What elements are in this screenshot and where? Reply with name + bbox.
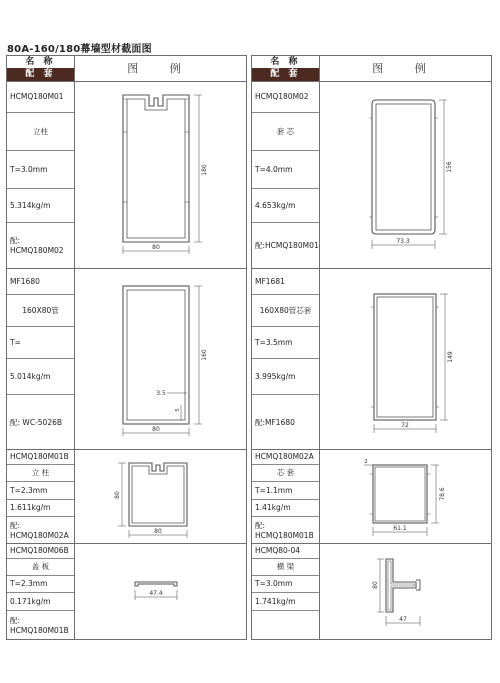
cover-plate-section-drawing (75, 544, 246, 640)
page-title: 80A-160/180幕墙型材截面图 (7, 44, 152, 55)
profile-name: HCMQ80-04 (252, 544, 319, 559)
transom-section-drawing (320, 544, 491, 640)
section-figure (320, 544, 491, 639)
profile-match: 配: HCMQ180M01B (255, 520, 314, 540)
width-dimension: 47 (399, 616, 407, 623)
header-figure: 图 例 (74, 56, 247, 81)
header-name: 名 称 (252, 56, 319, 69)
section-figure (320, 269, 491, 449)
profile-match: 配:HCMQ180M01 (255, 241, 319, 250)
mullion-section-drawing (75, 82, 246, 269)
profile-name: HCMQ180M01 (7, 82, 74, 113)
profile-type: 立柱 (7, 113, 74, 151)
profile-block-hcmq180m01 (6, 82, 247, 269)
profile-match: 配: WC-5026B (10, 417, 63, 427)
profile-thickness: T=4.0mm (252, 151, 319, 189)
width-dimension: 73.3 (396, 238, 410, 245)
width-dimension: 80 (152, 244, 160, 251)
profile-thickness: T= (7, 327, 74, 359)
section-figure (75, 450, 246, 543)
profile-thickness: T=1.1mm (252, 482, 319, 500)
profile-thickness: T=2.3mm (7, 482, 74, 500)
header-name: 名 称 (7, 56, 74, 69)
width-dimension: 47.4 (149, 590, 163, 597)
profile-block-mf1680 (6, 269, 247, 450)
attribute-column (252, 269, 320, 449)
profile-match: 配: HCMQ180M02A (10, 520, 69, 540)
left-column (6, 55, 247, 640)
lip-dimension: 2 (364, 459, 368, 465)
header-figure: 图 例 (319, 56, 492, 81)
profile-match (252, 611, 319, 640)
profile-block-hcmq180m02 (251, 82, 492, 269)
height-dimension: 160 (201, 349, 208, 361)
profile-thickness: T=2.3mm (7, 576, 74, 593)
profile-type: 盖 板 (7, 559, 74, 576)
tube-core-section-drawing (320, 269, 491, 450)
attribute-column (7, 450, 75, 543)
core-sleeve-section-drawing (320, 82, 491, 269)
height-dimension: 156 (446, 161, 453, 173)
mullion-small-section-drawing (75, 450, 246, 544)
profile-block-hcmq80-04 (251, 544, 492, 640)
right-column (251, 55, 492, 640)
height-dimension: 80 (114, 491, 121, 499)
attribute-column (252, 450, 320, 543)
profile-sheet (6, 55, 492, 640)
right-header (251, 55, 492, 82)
section-figure (320, 450, 491, 543)
profile-name: HCMQ180M02A (252, 450, 319, 465)
profile-weight: 1.741kg/m (252, 593, 319, 611)
height-dimension: 78.6 (439, 487, 446, 501)
profile-thickness: T=3.0mm (252, 576, 319, 593)
profile-type: 芯 套 (252, 465, 319, 482)
sleeve-small-section-drawing (320, 450, 491, 544)
attribute-column (252, 82, 320, 268)
attribute-column (7, 544, 75, 639)
profile-name: HCMQ180M01B (7, 450, 74, 465)
header-match: 配 套 (7, 68, 74, 81)
profile-block-mf1681 (251, 269, 492, 450)
profile-name: HCMQ180M02 (252, 82, 319, 113)
width-dimension: 61.1 (393, 525, 407, 532)
profile-weight: 1.611kg/m (7, 500, 74, 517)
section-figure (75, 544, 246, 639)
profile-weight: 1.41kg/m (252, 500, 319, 517)
profile-weight: 0.171kg/m (7, 593, 74, 611)
tube-section-drawing (75, 269, 246, 450)
profile-match: 配: HCMQ180M01B (10, 615, 69, 635)
profile-block-hcmq180m02a (251, 450, 492, 544)
width-dimension: 72 (401, 422, 409, 429)
left-header (6, 55, 247, 82)
wall-dimension: 5 (175, 408, 181, 412)
profile-name: MF1681 (252, 269, 319, 295)
section-figure (75, 269, 246, 449)
profile-weight: 3.995kg/m (252, 359, 319, 395)
profile-name: MF1680 (7, 269, 74, 295)
profile-match: 配:MF1680 (255, 417, 295, 427)
section-figure (320, 82, 491, 268)
attribute-column (7, 269, 75, 449)
profile-block-hcmq180m06b (6, 544, 247, 640)
profile-weight: 5.314kg/m (7, 189, 74, 223)
profile-thickness: T=3.5mm (252, 327, 319, 359)
profile-thickness: T=3.0mm (7, 151, 74, 189)
height-dimension: 180 (201, 164, 208, 176)
section-figure (75, 82, 246, 268)
width-dimension: 80 (152, 426, 160, 433)
width-dimension: 80 (154, 528, 162, 535)
profile-weight: 4.653kg/m (252, 189, 319, 223)
profile-type: 套 芯 (252, 113, 319, 151)
profile-type: 立 柱 (7, 465, 74, 482)
profile-weight: 5.014kg/m (7, 359, 74, 395)
notch-dimension: 3.5 (156, 390, 166, 397)
profile-type: 160X80管芯套 (252, 295, 319, 327)
height-dimension: 149 (447, 351, 454, 363)
profile-type: 160X80管 (7, 295, 74, 327)
header-match: 配 套 (252, 68, 319, 81)
profile-match: 配: HCMQ180M02 (10, 236, 64, 255)
attribute-column (7, 82, 75, 268)
profile-block-hcmq180m01b (6, 450, 247, 544)
attribute-column (252, 544, 320, 639)
profile-type: 横 梁 (252, 559, 319, 576)
profile-name: HCMQ180M06B (7, 544, 74, 559)
height-dimension: 80 (372, 581, 379, 589)
